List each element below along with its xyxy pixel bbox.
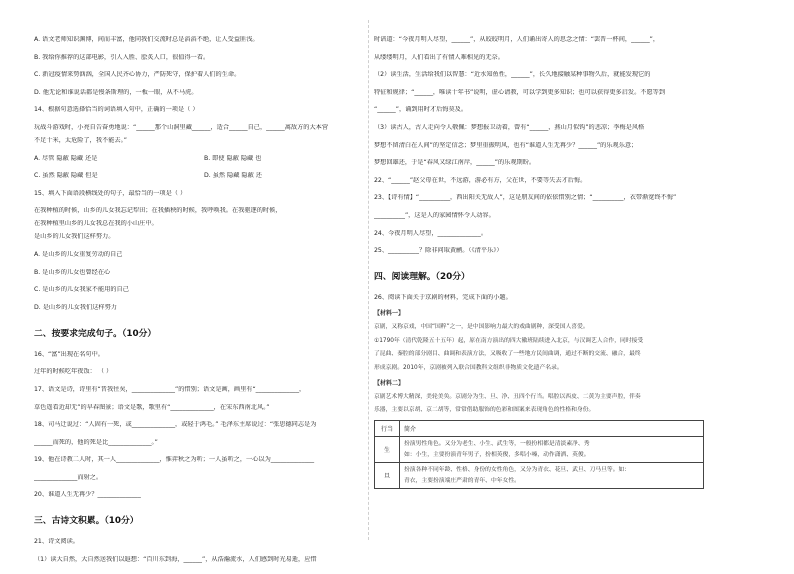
material-2-line-1: 京剧艺术博大精深，美轮美奂。京剧分为生、旦、净、丑四个行当。唱腔以西皮、二黄为主要声腔，伴奏	[374, 393, 641, 400]
right-line-5: “______”，诵到用时才后悔莫及。	[374, 106, 468, 114]
q14-option-b: B. 即使 隐蔽 隐藏 也	[204, 154, 262, 162]
left-column	[34, 36, 364, 574]
right-line-2: 从缕缕明月，人们看出了有情人难相见的无奈。	[374, 53, 504, 61]
q23-line-2: __________”，这是人的家园情怀令人动容。	[374, 211, 495, 219]
material-2-title: 【材料二】	[374, 379, 405, 387]
table-row	[375, 462, 704, 488]
q15-option-d: D. 是山乡的儿女我们这样努力	[34, 303, 117, 311]
q23: 23、【诗有情】“__________，西出阳关无故人”，这是朋友间的依依惜别之情；“__________，衣带渐宽终不悔”	[374, 194, 677, 202]
section-2-title: 二、按要求完成句子。（10分）	[34, 328, 157, 339]
table-cell-line: 扮演男性角色。又分为老生、小生、武生等，一般扮相都是清淡素净、秀	[404, 440, 590, 447]
q15-stem: 15、填入下面语段横线处的句子，最恰当的一项是（ ）	[34, 189, 187, 197]
roles-table	[374, 420, 704, 489]
q14-options-row-2	[34, 172, 364, 190]
q14-stem: 14、根据句意选择恰当的词语填入句中，正确的一项是（ ）	[34, 106, 199, 114]
section-3-title: 三、古诗文积累。（10分）	[34, 516, 139, 527]
right-line-3: （2）读生活，生活给我们以智慧：“近水知鱼性，______”，长久地接触某种事物久后，就能发现它的	[374, 71, 651, 79]
q25: 25、__________？除非问取黄鹂。（《清平乐》）	[374, 247, 503, 255]
right-line-4: 特征和规律；“______，唯读十年书”说明，虚心请教，可以学到更多知识；也可以获得更多启发。不愿等到	[374, 88, 666, 96]
column-divider	[368, 20, 369, 540]
table-cell-line: 青衣，主要扮演端庄严肃的青年、中年女性。	[404, 477, 520, 484]
q15-text-1: 在我种植的时候，山乡的儿女我忘记犁田；在我插秧的时候，我呼唤我。在我驱逐的时候，	[34, 207, 282, 215]
q15-text-2: 在我种植里山乡的儿女我总在我的小山庄中。	[34, 220, 158, 228]
table-row	[375, 420, 704, 436]
table-cell-intro	[400, 462, 704, 488]
q21: 21、诗文阅读。	[34, 538, 79, 546]
section-4-title: 四、阅读理解。（20分）	[374, 272, 470, 283]
q21-part-1: （1）读大自然，大自然送我们以遐想：“百川东到海，______”，从浩瀚流水，人们感到时光易逝，应惜	[34, 556, 317, 564]
q15-option-b: B. 是山乡的儿女也曾经在心	[34, 268, 111, 276]
q13-option-c: C. 新冠疫情来势汹汹，全国人民齐心协力，严防死守，保护着人们的生命。	[34, 71, 241, 79]
q14-options-row-1	[34, 155, 364, 173]
q13-option-b: B. 我给你推荐的这部电影，引人入胜、脍炙人口，很值得一看。	[34, 53, 210, 61]
q20: 20、谁道人生无再少？______________	[34, 491, 141, 499]
q18: 18、司马迁说过：“人固有一死，或______________，或轻于鸿毛。” 毛泽东主席说过：“张思德同志是为	[34, 421, 317, 429]
q13-option-a: A. 语文老师知识渊博，间而丰富，他同我们交流时总是滔滔不绝，让人受益匪浅。	[34, 36, 259, 43]
q26: 26、阅读下面关于京剧的材料，完成下面的小题。	[374, 294, 512, 302]
right-line-6: （3）读古人，古人走向令人敬佩：梦想报卫动着，曾有“______，燕山月似钩”的悲凉；李梅是风格	[374, 123, 645, 131]
q17-line-2: 草色遥看近却无”的早春图景；语文是歌，歌里有“______________，在宋东西南北风。”	[34, 403, 270, 411]
q14-option-d: D. 虽然 隐藏 隐蔽 还	[204, 172, 262, 180]
q15-option-c: C. 是山乡的儿女我家不能用的自己	[34, 286, 129, 294]
q24: 24、今夜月明人尽望，______________。	[374, 229, 488, 237]
q13-option-d: D. 他无论和谁说话都是慢条斯理的，一板一眼，从不马虎。	[34, 88, 198, 96]
q14-text-2: 不足十米，太危险了，我不能去。”	[34, 136, 127, 144]
q16-line-2: 过年的时候吃年夜饭： （ ）	[34, 368, 113, 376]
material-1-title: 【材料一】	[374, 310, 405, 318]
material-2-line-2: 乐器，主要以京胡、京二胡等，常常借助服饰的色彩和图案来表现角色的性格和身份。	[374, 407, 595, 414]
table-cell-line: 如：小生，主要扮演青年男子，扮相英俊，多唱小嗓，动作潇洒、英俊。	[404, 451, 590, 458]
q19: 19、他在诗教二人时，其一人______________，惟弈秋之为听；一人虽听之，一心以为______________	[34, 456, 315, 464]
material-1-line-1: 京剧，又称京戏，中国“国粹”之一，是中国影响力最大的戏曲剧种，深受国人喜爱。	[374, 324, 589, 331]
q14-option-a: A. 尽管 隐蔽 隐藏 还是	[34, 154, 98, 162]
q14-text-1: 玩战斗游戏时，小亮自告奋勇地说：“______那个山洞里藏______，适合______自己，______离敌方的大本营	[34, 123, 329, 131]
q15-text-3: 是山乡的儿女我们这样努力。	[34, 233, 115, 241]
table-row	[375, 436, 704, 462]
right-line-8: 梦想回雄还，于是“春风又绿江南岸，______”的乐观期盼。	[374, 159, 536, 167]
right-line-7: 梦想不留清白在人间”的坚定信念；梦里重振明风，也有“谁道人生无再少？______”的乐观乐意；	[374, 141, 638, 149]
table-cell-line: 扮演各种不同年龄、性格、身份的女性角色，又分为青衣、花旦、武旦、刀马旦等。如：	[404, 466, 631, 473]
q14-option-c: C. 虽然 隐蔽 隐藏 但是	[34, 172, 98, 180]
q16: 16、“富”出现在名句中。	[34, 350, 104, 358]
table-cell-role: 生	[375, 436, 400, 462]
table-cell-intro	[400, 436, 704, 462]
table-header-role: 行当	[375, 420, 400, 436]
material-1-line-4: 形成京剧。2010年，京剧被列入联合国教科文组织非物质文化遗产名录。	[374, 364, 563, 371]
q19-line-2: ______________而射之。	[34, 473, 103, 481]
table-cell-role: 旦	[375, 462, 400, 488]
q17: 17、语文是诗，诗里有“昔我往矣，______________”的惜别；语文是画，画里有“______________，	[34, 385, 306, 393]
q15-option-a: A. 是山乡的儿女重复劳动的自己	[34, 250, 123, 258]
material-1-line-3: 了昆曲、秦腔的部分剧目、曲调和表演方法，又吸收了一些地方民间曲调，通过不断的交流、融合，最终	[374, 351, 641, 358]
table-header-intro: 简介	[400, 420, 704, 436]
q18-line-2: ______而死的，他的死是比______________。”	[34, 438, 158, 446]
q22: 22、“______”赵父母在世，不远游，游必有方，父在世，不要等失去才后悔。	[374, 176, 587, 184]
right-line-1: 时谙道：“今夜月明人尽望，______”，从皎皎明月，人们诵出寄人的思念之情：“罢晋一杯间，______”，	[374, 36, 660, 43]
material-1-line-2: ①1790年（清代乾隆五十五年）起，原在南方演出的四大徽班陆续进入北京，与汉调艺人合作，同时接受	[374, 337, 644, 344]
right-column	[374, 36, 710, 489]
